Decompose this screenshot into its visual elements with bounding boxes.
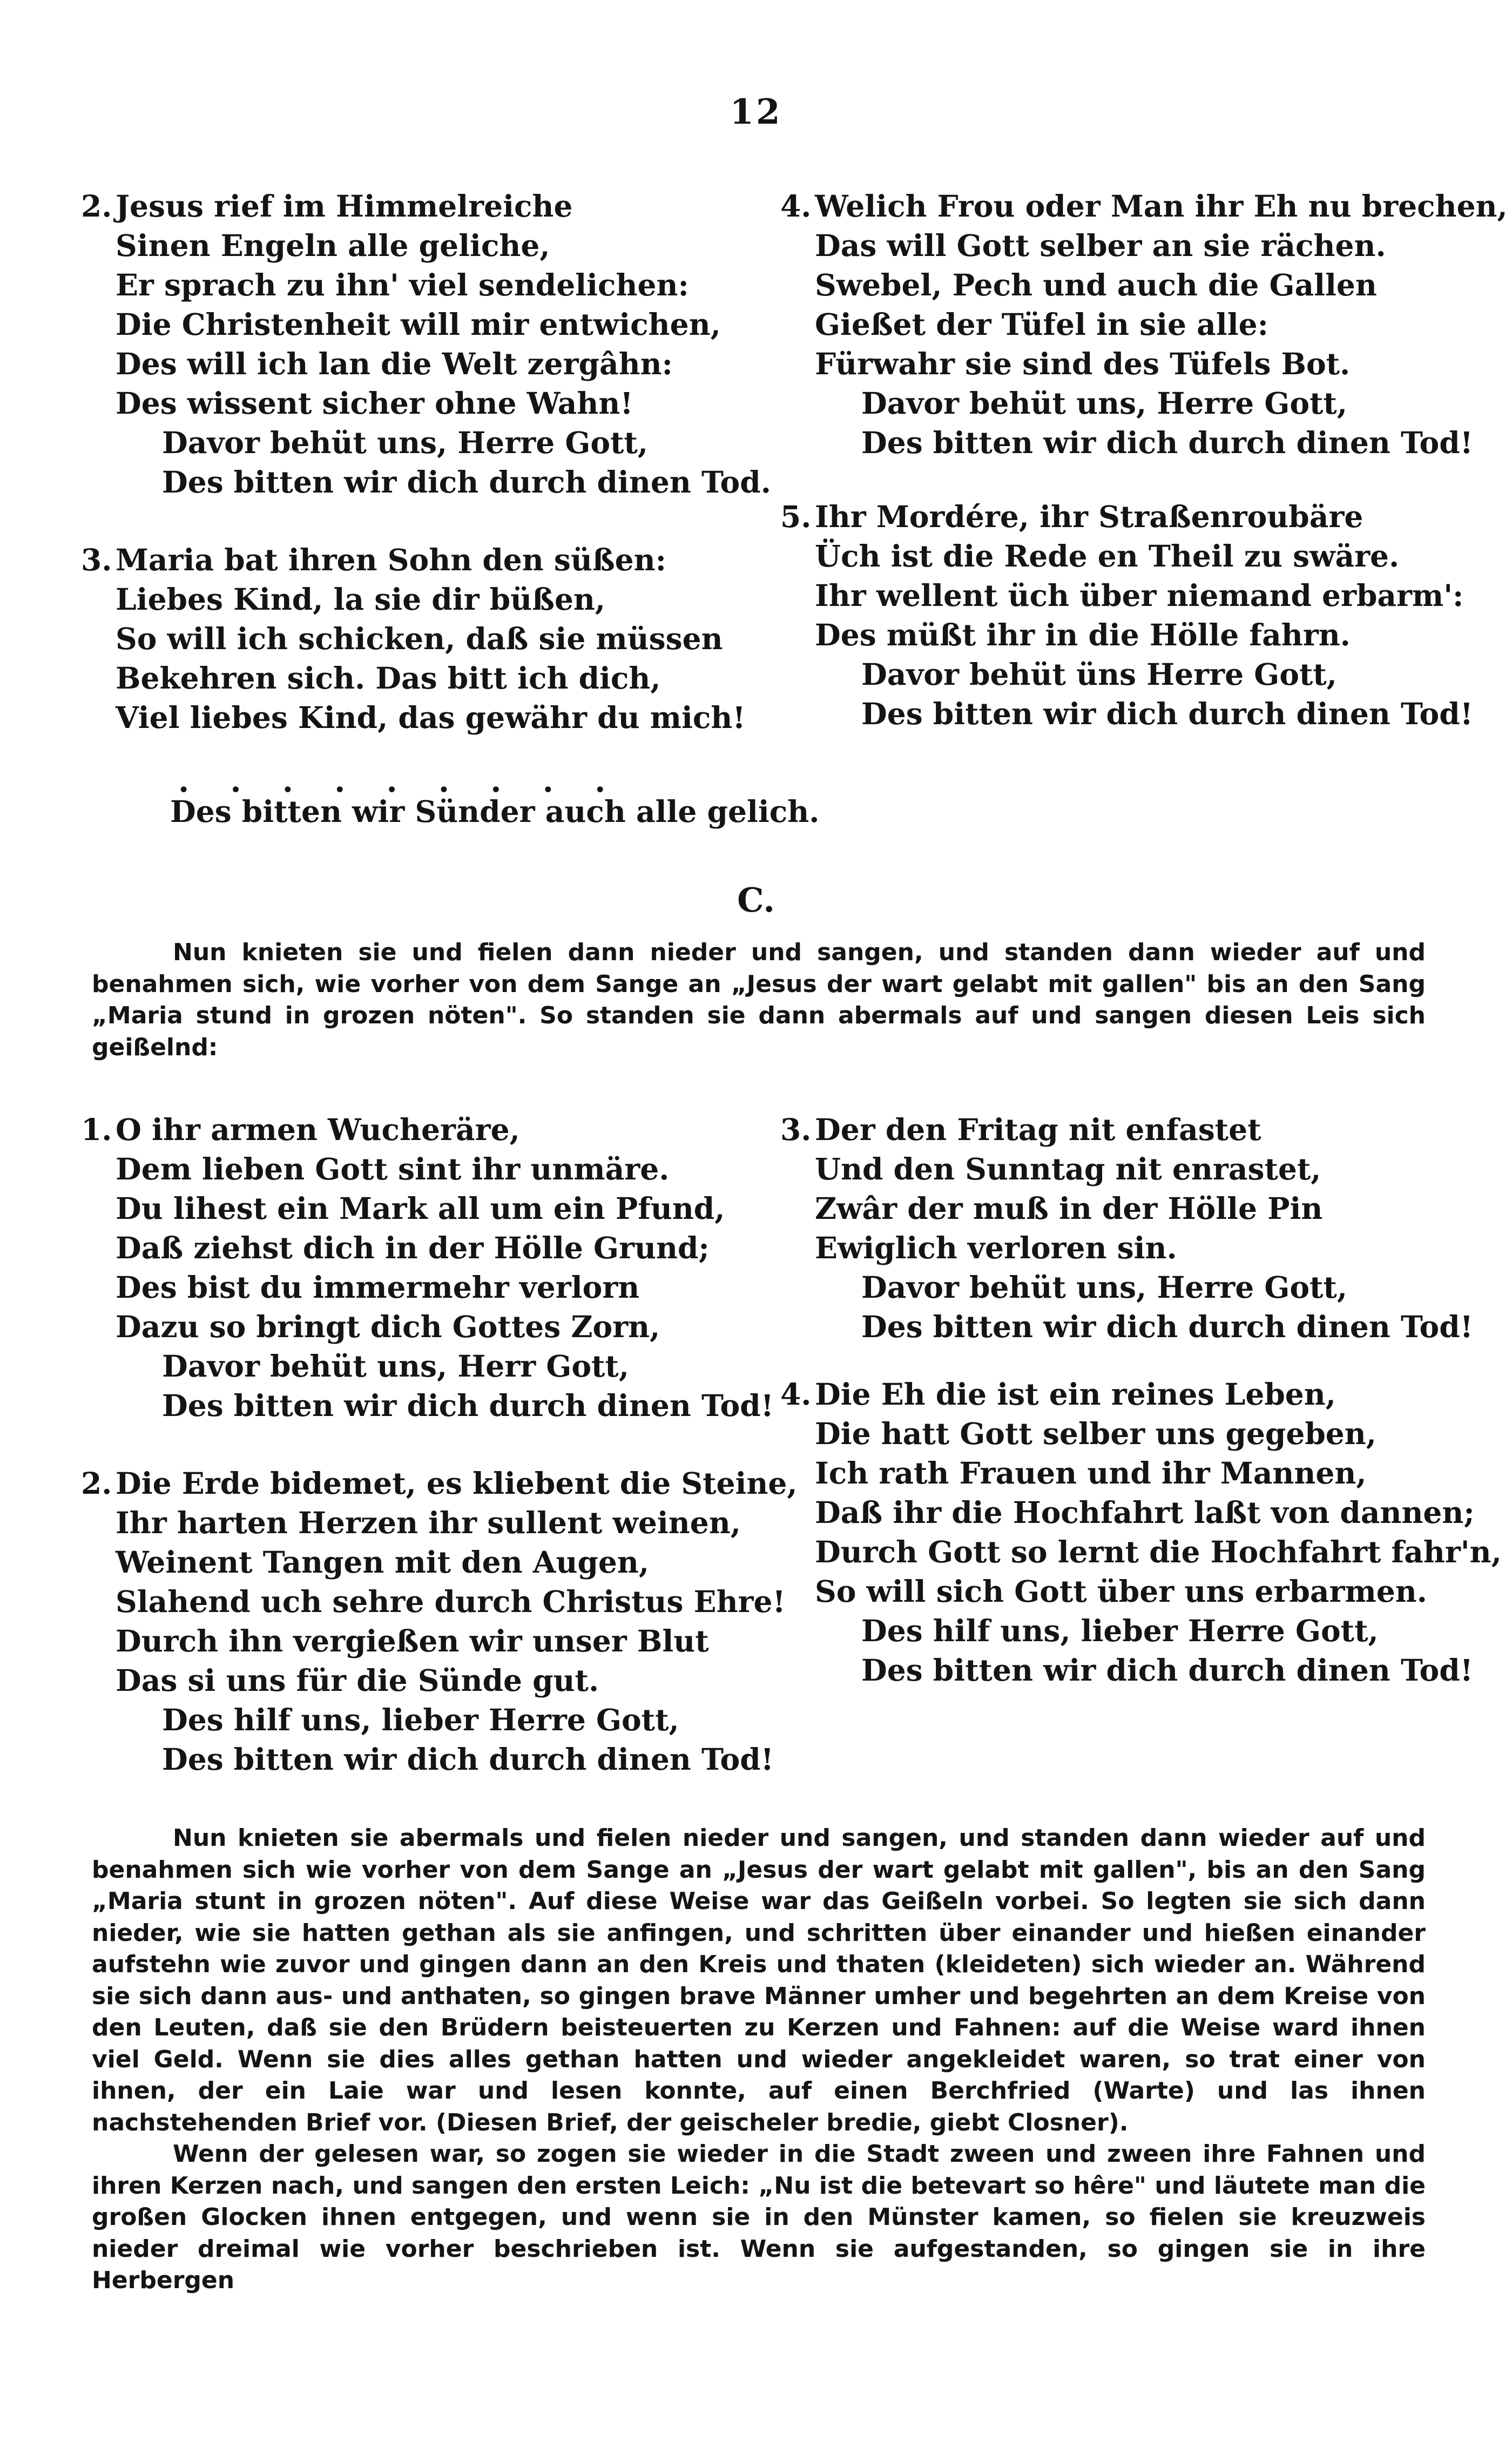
stanza-line: Ihr harten Herzen ihr sullent weinen, [116, 1505, 741, 1540]
stanza-line: Gießet der Tüfel in sie alle: [815, 307, 1268, 342]
stanza-line: Slahend uch sehre durch Christus Ehre! [116, 1584, 786, 1619]
stanza-3-bottom-right [780, 1110, 1473, 1346]
stanza-4-bottom-right [780, 1374, 1502, 1690]
stanza-line: Ewiglich verloren sin. [815, 1230, 1177, 1265]
stanza-5-top-right [780, 497, 1473, 733]
stanza-line: Weinent Tangen mit den Augen, [116, 1545, 650, 1580]
refrain-line: Des bitten wir dich durch dinen Tod. [162, 464, 771, 500]
stanza-line: Liebes Kind, la sie dir büßen, [116, 582, 606, 617]
refrain-line: Davor behüt uns, Herre Gott, [861, 1270, 1347, 1305]
refrain-line: Davor behüt uns, Herre Gott, [162, 425, 648, 460]
stanza-line: Fürwahr sie sind des Tüfels Bot. [815, 346, 1351, 381]
stanza-line: Des müßt ihr in die Hölle fahrn. [815, 617, 1351, 652]
stanza-line: Die hatt Gott selber uns gegeben, [815, 1416, 1376, 1451]
stanza-line: Üch ist die Rede en Theil zu swäre. [815, 538, 1400, 574]
refrain-line: Des hilf uns, lieber Herre Gott, [162, 1702, 679, 1737]
stanza-line: 3. Maria bat ihren Sohn den süßen: [81, 542, 666, 577]
refrain-line: Des bitten wir dich durch dinen Tod! [861, 1653, 1473, 1688]
prose-intro [92, 937, 1426, 1063]
stanza-line: So will sich Gott über uns erbarmen. [815, 1574, 1427, 1609]
stanza-line: Sinen Engeln alle geliche, [116, 228, 550, 263]
paragraph: Nun knieten sie und fielen dann nieder und sangen, und standen dann wieder auf und benahmen sich, wie vorher von dem Sange an „Jesus der wart gelabt mit gallen" bis an den Sang „Maria stund in grozen nöten". So standen sie dann abermals auf und sangen diesen Leis sich geißelnd: [92, 939, 1426, 1061]
stanza-line: Daß ihr die Hochfahrt laßt von dannen; [815, 1495, 1475, 1530]
refrain-line: Davor behüt uns, Herr Gott, [162, 1348, 629, 1384]
stanza-line: 3. Der den Fritag nit enfastet [780, 1112, 1261, 1147]
refrain-line: Des bitten wir dich durch dinen Tod! [162, 1388, 774, 1423]
refrain-line: Des bitten wir dich durch dinen Tod! [162, 1742, 774, 1777]
section-heading: C. [737, 880, 775, 920]
refrain-line: Des bitten wir dich durch dinen Tod! [861, 1309, 1473, 1344]
stanza-2-top-left [81, 186, 771, 502]
stanza-1-bottom-left [81, 1110, 774, 1425]
prose-closing [92, 1823, 1426, 2297]
stanza-line: 2. Die Erde bidemet, es kliebent die Steine, [81, 1466, 798, 1501]
refrain-line: Des bitten wir dich durch dinen Tod! [861, 696, 1473, 731]
stanza-line: 5. Ihr Mordére, ihr Straßenroubäre [780, 499, 1364, 534]
stanza-line: Durch Gott so lernt die Hochfahrt fahr'n, [815, 1534, 1502, 1569]
stanza-line: Er sprach zu ihn' viel sendelichen: [116, 267, 689, 302]
stanza-line: Viel liebes Kind, das gewähr du mich! [116, 700, 746, 735]
stanza-line: 4. Welich Frou oder Man ihr Eh nu brechen, [780, 188, 1508, 224]
refrain-line: Des bitten wir dich durch dinen Tod! [861, 425, 1473, 460]
stanza-line: Durch ihn vergießen wir unser Blut [116, 1623, 709, 1658]
stanza-line: So will ich schicken, daß sie müssen [116, 621, 723, 656]
stanza-line: Das will Gott selber an sie rächen. [815, 228, 1386, 263]
stanza-line: 4. Die Eh die ist ein reines Leben, [780, 1377, 1336, 1412]
stanza-line: Des wissent sicher ohne Wahn! [116, 386, 633, 421]
stanza-3-top-left [81, 540, 745, 737]
paragraph: Wenn der gelesen war, so zogen sie wieder in die Stadt zween und zween ihre Fahnen und ihren Kerzen nach, und sangen den ersten Leich: „Nu ist die betevart so hêre" und läutete man die großen Glocken ihnen entgegen, und wenn sie in den Münster kamen, so fielen sie kreuzweis nieder dreimal wie vorher beschrieben ist. Wenn sie aufgestanden, so gingen sie in ihre Herbergen [92, 2140, 1426, 2294]
stanza-line: Des will ich lan die Welt zergâhn: [116, 346, 673, 381]
paragraph: Nun knieten sie abermals und fielen nieder und sangen, und standen dann wieder auf und benahmen sich wie vorher von dem Sange an „Jesus der wart gelabt mit gallen", bis an den Sang „Maria stunt in grozen nöten". Auf diese Weise war das Geißeln vorbei. So legten sie sich dann nieder, wie sie hatten gethan als sie anfingen, und schritten über einander und hießen einander aufstehn wie zuvor und gingen dann an den Kreis und thaten (kleideten) sich wieder an. Während sie sich dann aus- und anthaten, so gingen brave Männer umher und begehrten an dem Kreise von den Leuten, daß sie den Brüdern beisteuerten zu Kerzen und Fahnen: auf die Weise ward ihnen viel Geld. Wenn sie dies alles gethan hatten und wieder angekleidet waren, so trat einer von ihnen, der ein Laie war und lesen konnte, auf einen Berchfried (Warte) und las ihnen nachstehenden Brief vor. (Diesen Brief, der geischeler bredie, giebt Closner). [92, 1824, 1426, 2136]
refrain-line: Des bitten wir Sünder auch alle gelich. [170, 794, 820, 829]
stanza-line: Die Christenheit will mir entwichen, [116, 307, 721, 342]
stanza-line: Bekehren sich. Das bitt ich dich, [116, 660, 661, 696]
stanza-line: Ihr wellent üch über niemand erbarm': [815, 578, 1464, 613]
stanza-line: Dem lieben Gott sint ihr unmäre. [116, 1151, 670, 1186]
refrain-line: Davor behüt uns, Herre Gott, [861, 386, 1347, 421]
stanza-line: Du lihest ein Mark all um ein Pfund, [116, 1191, 725, 1226]
stanza-line: Daß ziehst dich in der Hölle Grund; [116, 1230, 710, 1265]
stanza-line: Und den Sunntag nit enrastet, [815, 1151, 1321, 1186]
stanza-line: Dazu so bringt dich Gottes Zorn, [116, 1309, 660, 1344]
stanza-4-top-right [780, 186, 1508, 462]
stanza-line: Swebel, Pech und auch die Gallen [815, 267, 1377, 302]
refrain-line: Davor behüt üns Herre Gott, [861, 657, 1337, 692]
stanza-line: Das si uns für die Sünde gut. [116, 1663, 599, 1698]
ellipsis-dots: . . . . . . . . . [178, 763, 621, 799]
stanza-line: 2. Jesus rief im Himmelreiche [81, 188, 573, 224]
stanza-line: Zwâr der muß in der Hölle Pin [815, 1191, 1323, 1226]
stanza-line: Ich rath Frauen und ihr Mannen, [815, 1455, 1367, 1491]
stanza-line: 1. O ihr armen Wucheräre, [81, 1112, 520, 1147]
page-number: 12 [730, 92, 782, 132]
stanza-line: Des bist du immermehr verlorn [116, 1270, 640, 1305]
stanza-2-bottom-left [81, 1464, 798, 1779]
refrain-line: Des hilf uns, lieber Herre Gott, [861, 1613, 1379, 1648]
